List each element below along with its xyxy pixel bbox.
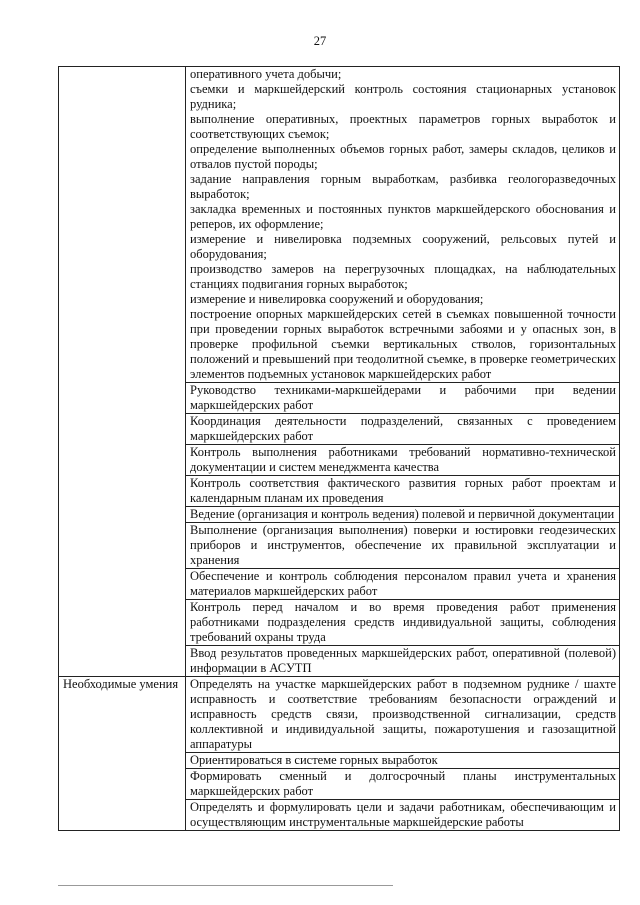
page-number: 27 bbox=[313, 34, 327, 48]
action-text: Ведение (организация и контроль ведения) полевой и первичной документации bbox=[190, 507, 615, 521]
skill-text: Определять на участке маркшейдерских работ в подземном руднике / шахте исправность и соответствие требованиям безопасности ограждений и исправность средств связи, производственной сигнализации, средств коллективной и индивидуальной защиты, пожаротушения и газозащитной аппаратуры bbox=[190, 677, 616, 751]
content-cell bbox=[186, 445, 620, 476]
content-cell bbox=[186, 507, 620, 523]
action-text: Координация деятельности подразделений, связанных с проведением маркшейдерских работ bbox=[190, 414, 616, 443]
label-cell-empty bbox=[59, 67, 186, 677]
content-cell bbox=[186, 383, 620, 414]
skill-text: Определять и формулировать цели и задачи работникам, обеспечивающим и осуществляющим инструментальные маркшейдерские работы bbox=[190, 800, 616, 829]
content-cell bbox=[186, 800, 620, 831]
content-cell bbox=[186, 67, 620, 383]
list-item: построение опорных маркшейдерских сетей в съемках повышенной точности при проведении горных выработок встречными забоями и у опасных зон, в проверке профильной съемки вертикальных стволов, горизонтальных положений и превышений при теодолитной съемке, в проверке геометрических элементов подъемных установок маркшейдерских работ bbox=[190, 307, 616, 381]
content-cell bbox=[186, 569, 620, 600]
list-item: съемки и маркшейдерский контроль состояния стационарных установок рудника; bbox=[190, 82, 616, 111]
list-item: выполнение оперативных, проектных параметров горных выработок и соответствующих съемок; bbox=[190, 112, 616, 141]
skills-label: Необходимые умения bbox=[63, 677, 179, 691]
list-item: задание направления горным выработкам, разбивка геологоразведочных выработок; bbox=[190, 172, 616, 201]
table-row bbox=[59, 677, 620, 753]
action-text: Выполнение (организация выполнения) поверки и юстировки геодезических приборов и инструментов, обеспечение их правильной эксплуатации и хранения bbox=[190, 523, 616, 567]
content-cell bbox=[186, 600, 620, 646]
list-item: определение выполненных объемов горных работ, замеры складов, целиков и отвалов пустой породы; bbox=[190, 142, 616, 171]
content-cell bbox=[186, 646, 620, 677]
content-cell bbox=[186, 769, 620, 800]
list-item: закладка временных и постоянных пунктов маркшейдерского обоснования и реперов, их оформление; bbox=[190, 202, 616, 231]
skill-text: Формировать сменный и долгосрочный планы инструментальных маркшейдерских работ bbox=[190, 769, 616, 798]
competency-table bbox=[58, 66, 620, 831]
content-cell bbox=[186, 414, 620, 445]
action-text: Руководство техниками-маркшейдерами и рабочими при ведении маркшейдерских работ bbox=[190, 383, 616, 412]
content-cell bbox=[186, 677, 620, 753]
action-text: Контроль соответствия фактического развития горных работ проектам и календарным планам их проведения bbox=[190, 476, 616, 505]
skills-label-cell bbox=[59, 677, 186, 831]
continuation-list bbox=[186, 67, 619, 382]
list-item: оперативного учета добычи; bbox=[190, 67, 342, 81]
content-cell bbox=[186, 476, 620, 507]
action-text: Контроль перед началом и во время проведения работ применения работниками подразделения средств индивидуальной защиты, соблюдения требований охраны труда bbox=[190, 600, 616, 644]
content-cell bbox=[186, 523, 620, 569]
action-text: Контроль выполнения работниками требований нормативно-технической документации и систем менеджмента качества bbox=[190, 445, 616, 474]
table-row bbox=[59, 67, 620, 383]
content-cell bbox=[186, 753, 620, 769]
list-item: производство замеров на перегрузочных площадках, на наблюдательных станциях подвигания горных выработок; bbox=[190, 262, 616, 291]
list-item: измерение и нивелировка подземных сооружений, рельсовых путей и оборудования; bbox=[190, 232, 616, 261]
skill-text: Ориентироваться в системе горных выработок bbox=[190, 753, 438, 767]
footer-divider bbox=[58, 885, 393, 886]
action-text: Ввод результатов проведенных маркшейдерских работ, оперативной (полевой) информации в АСУТП bbox=[190, 646, 616, 675]
list-item: измерение и нивелировка сооружений и оборудования; bbox=[190, 292, 484, 306]
action-text: Обеспечение и контроль соблюдения персоналом правил учета и хранения материалов маркшейдерских работ bbox=[190, 569, 616, 598]
